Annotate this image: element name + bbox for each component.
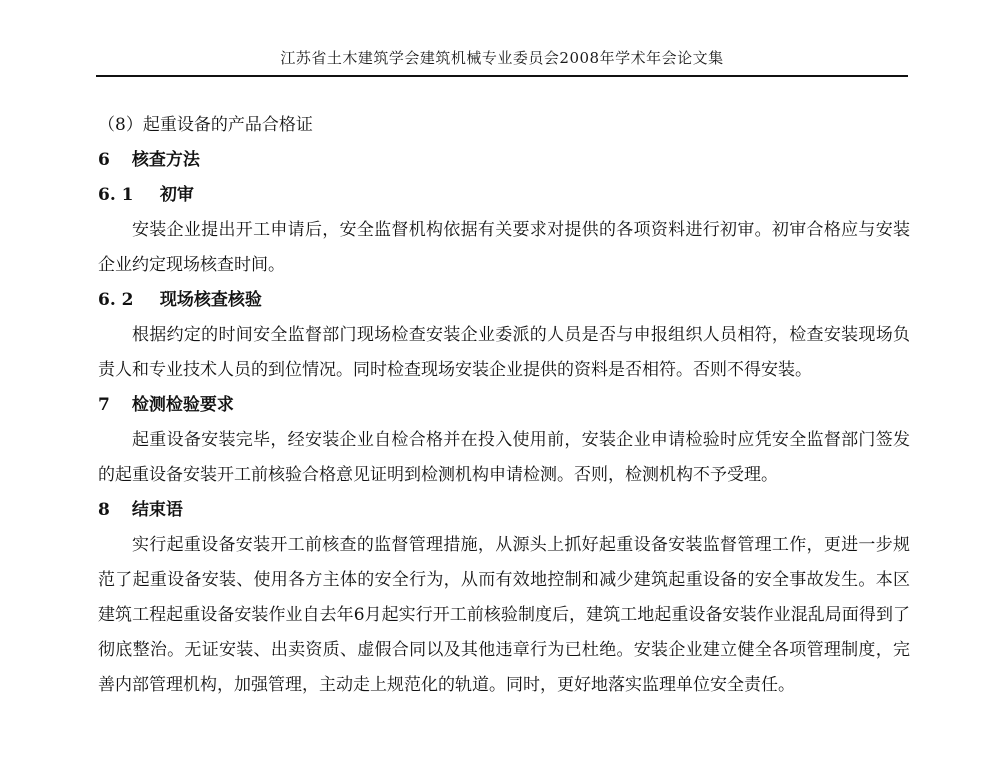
section-6-2-title: 现场核查核验 xyxy=(159,290,262,310)
section-6-2-heading xyxy=(98,283,910,318)
section-6-2-paragraph: 根据约定的时间安全监督部门现场检查安装企业委派的人员是否与申报组织人员相符，检查安装现场负责人和专业技术人员的到位情况。同时检查现场安装企业提供的资料是否相符。否则不得安装。 xyxy=(98,325,910,380)
body-text xyxy=(98,108,910,703)
section-8-number: 8 xyxy=(98,500,110,520)
section-7-heading xyxy=(98,388,910,423)
section-7-paragraph: 起重设备安装完毕，经安装企业自检合格并在投入使用前，安装企业申请检验时应凭安全监督部门签发的起重设备安装开工前核验合格意见证明到检测机构申请检测。否则，检测机构不予受理。 xyxy=(98,430,910,485)
section-6-1-heading xyxy=(98,178,910,213)
section-7-title: 检测检验要求 xyxy=(131,395,234,415)
section-6-number: 6 xyxy=(98,150,110,170)
section-6-1-paragraph: 安装企业提出开工申请后，安全监督机构依据有关要求对提供的各项资料进行初审。初审合格应与安装企业约定现场核查时间。 xyxy=(98,220,910,275)
section-6-title: 核查方法 xyxy=(131,150,200,170)
section-7-number: 7 xyxy=(98,395,110,415)
section-6-2-number: 6. 2 xyxy=(98,290,134,310)
section-8-heading xyxy=(98,493,910,528)
section-8-paragraph: 实行起重设备安装开工前核查的监督管理措施，从源头上抓好起重设备安装监督管理工作，更进一步规范了起重设备安装、使用各方主体的安全行为，从而有效地控制和减少建筑起重设备的安全事故发生。本区建筑工程起重设备安装作业自去年6月起实行开工前核验制度后，建筑工地起重设备安装作业混乱局面得到了彻底整治。无证安装、出卖资质、虚假合同以及其他违章行为已杜绝。安装企业建立健全各项管理制度，完善内部管理机构，加强管理，主动走上规范化的轨道。同时，更好地落实监理单位安全责任。 xyxy=(98,535,910,695)
section-6-heading xyxy=(98,143,910,178)
header-rule xyxy=(96,75,908,77)
section-8-title: 结束语 xyxy=(131,500,183,520)
running-header: 江苏省土木建筑学会建筑机械专业委员会2008年学术年会论文集 xyxy=(280,49,724,67)
section-6-1-title: 初审 xyxy=(159,185,194,205)
section-6-1-number: 6. 1 xyxy=(98,185,134,205)
list-item-8: （8）起重设备的产品合格证 xyxy=(98,115,313,135)
